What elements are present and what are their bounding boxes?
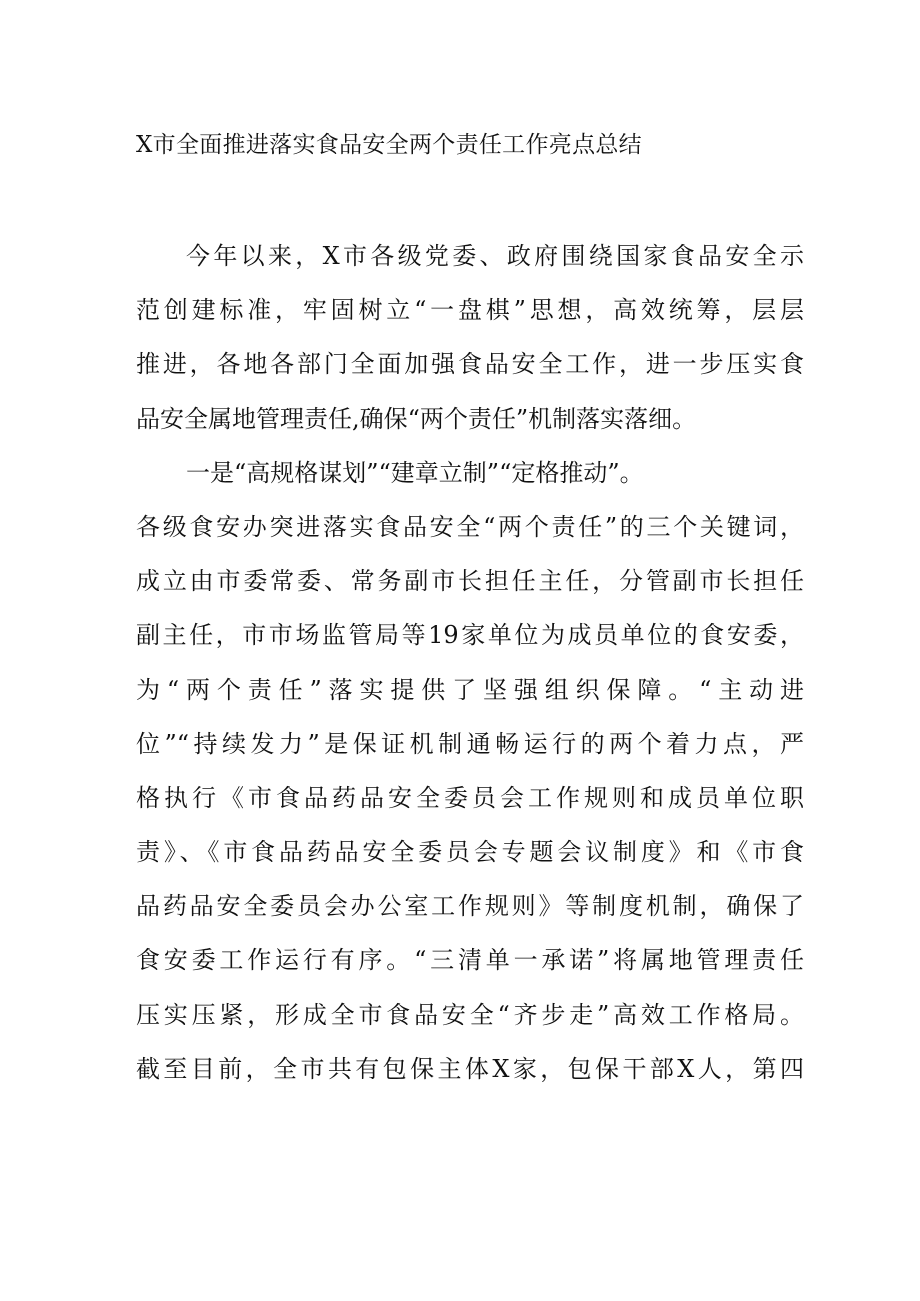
- body-text-line: 副主任，市市场监管局等19家单位为成员单位的食安委，: [136, 621, 804, 650]
- body-text-line: 责》、《市食品药品安全委员会专题会议制度》和《市食: [136, 838, 804, 867]
- body-text-line: 为“两个责任”落实提供了坚强组织保障。“主动进: [136, 675, 804, 704]
- body-text-line: 截至目前，全市共有包保主体X家，包保干部X人，第四: [136, 1054, 804, 1083]
- body-text-line: 范创建标准，牢固树立“一盘棋”思想，高效统筹，层层: [136, 296, 804, 325]
- body-text-line: 压实压紧，形成全市食品安全“齐步走”高效工作格局。: [136, 1000, 804, 1029]
- body-text-line: 位”“持续发力”是保证机制通畅运行的两个着力点，严: [136, 729, 804, 758]
- body-text-line: 格执行《市食品药品安全委员会工作规则和成员单位职: [136, 783, 804, 812]
- body-text-line: 推进，各地各部门全面加强食品安全工作，进一步压实食: [136, 350, 804, 379]
- body-text-line: 品安全属地管理责任,确保“两个责任”机制落实落细。: [136, 404, 697, 433]
- body-text-line: 各级食安办突进落实食品安全“两个责任”的三个关键词，: [136, 512, 804, 541]
- body-text-line: 今年以来，X市各级党委、政府围绕国家食品安全示: [186, 242, 804, 270]
- document-body: [136, 234, 804, 1101]
- document-title: X市全面推进落实食品安全两个责任工作亮点总结: [136, 132, 642, 158]
- body-text-line: 一是“高规格谋划”“建章立制”“定格推动”。: [186, 458, 644, 487]
- body-text-line: 品药品安全委员会办公室工作规则》等制度机制，确保了: [136, 892, 804, 921]
- body-text-line: 成立由市委常委、常务副市长担任主任，分管副市长担任: [136, 567, 804, 596]
- body-text-line: 食安委工作运行有序。“三清单一承诺”将属地管理责任: [136, 946, 804, 975]
